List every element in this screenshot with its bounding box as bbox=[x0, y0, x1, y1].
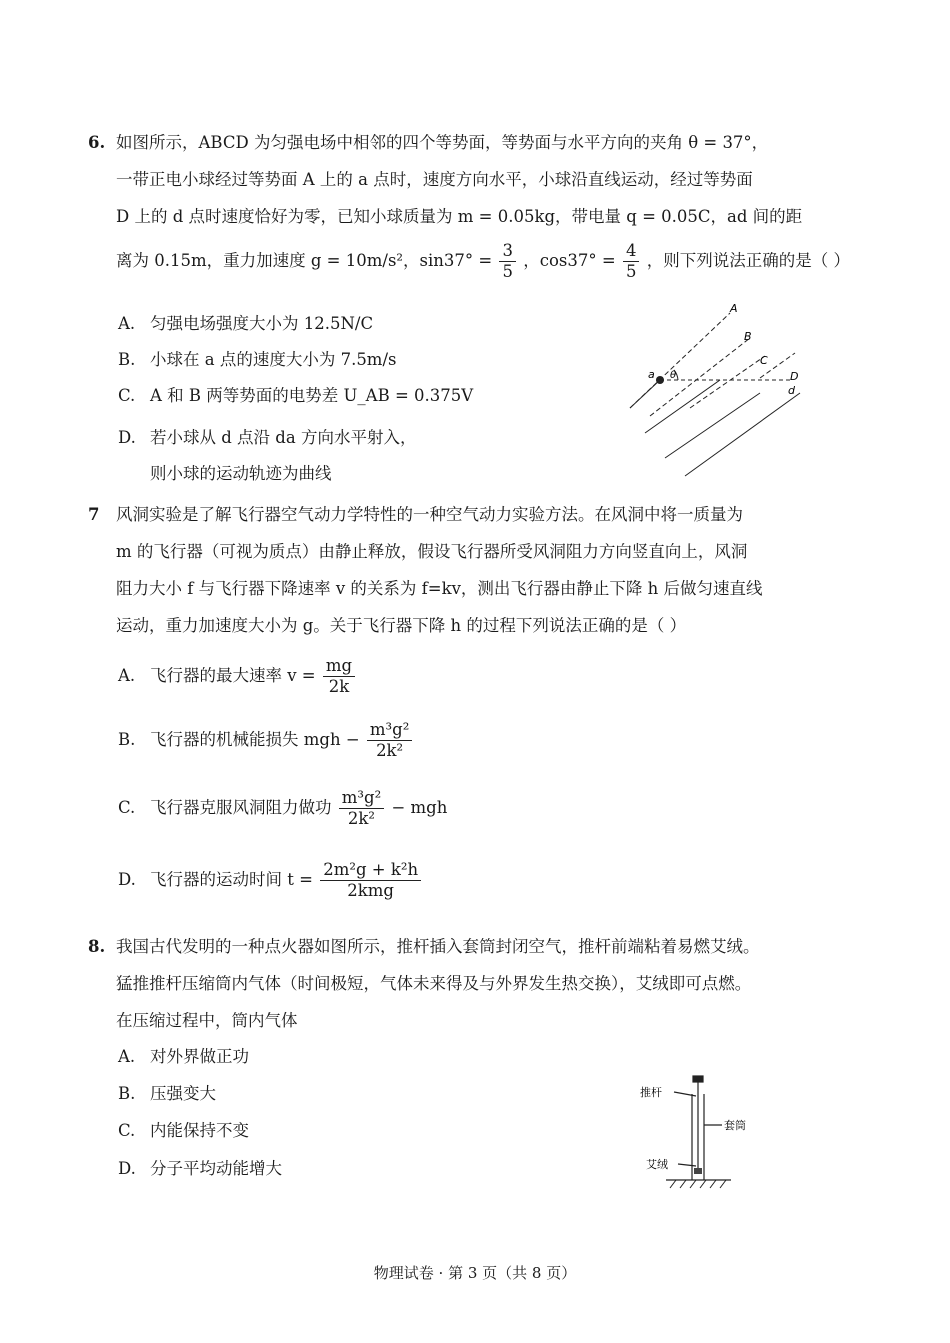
plane-b-lower bbox=[645, 380, 720, 433]
label-plane-d: D bbox=[790, 370, 799, 383]
equipotential-figure bbox=[610, 298, 825, 480]
rod-handle bbox=[693, 1076, 703, 1082]
option-d-continuation: 则小球的运动轨迹为曲线 bbox=[150, 464, 332, 483]
option-c[interactable]: C. 飞行器克服风洞阻力做功 $\frac{\text{m³g²}}{\text{2k²}}$ − mgh bbox=[118, 788, 448, 828]
question-8 bbox=[88, 928, 878, 1039]
question-text: 阻力大小 f 与飞行器下降速率 v 的关系为 f=kv，测出飞行器由静止下降 h 后做匀速直线 bbox=[116, 579, 763, 598]
tinder-block bbox=[694, 1168, 702, 1174]
option-b[interactable]: B. 飞行器的机械能损失 mgh − $\frac{\text{m³g²}}{\text{2k²}}$ bbox=[118, 720, 414, 761]
label-theta: θ bbox=[670, 370, 677, 381]
page-footer: 物理试卷 · 第 3 页（共 8 页） bbox=[373, 1264, 577, 1282]
plane-a-lower bbox=[630, 380, 660, 408]
plane-c-upper bbox=[690, 356, 765, 408]
option-b[interactable]: B. 压强变大 bbox=[118, 1084, 216, 1103]
leader-tinder bbox=[678, 1164, 696, 1166]
label-tube: 套筒 bbox=[724, 1119, 746, 1132]
fraction: $\frac{\text{m³g²}}{\text{2k²}}$ bbox=[339, 788, 384, 829]
label-plane-c: C bbox=[760, 354, 768, 367]
question-number: 8. bbox=[88, 937, 106, 956]
question-text: ，cos37° = bbox=[523, 251, 616, 270]
fraction: $\frac{mg}{2k}$ bbox=[323, 656, 355, 697]
option-c[interactable]: C. 内能保持不变 bbox=[118, 1121, 249, 1140]
question-number: 7 bbox=[88, 505, 100, 524]
option-b[interactable]: B. 小球在 a 点的速度大小为 7.5m/s bbox=[118, 350, 397, 369]
question-text: 在压缩过程中，筒内气体 bbox=[116, 1011, 298, 1030]
question-text: 我国古代发明的一种点火器如图所示，推杆插入套筒封闭空气，推杆前端粘着易燃艾绒。 bbox=[116, 937, 760, 956]
question-text: 运动，重力加速度大小为 g。关于飞行器下降 h 的过程下列说法正确的是（ ） bbox=[116, 616, 687, 635]
plane-c-lower bbox=[665, 393, 760, 458]
label-point-d: d bbox=[788, 384, 795, 397]
fraction-sin: $\frac{3}{5}$ bbox=[499, 241, 516, 282]
leader-rod bbox=[674, 1092, 696, 1096]
label-rod: 推杆 bbox=[640, 1086, 662, 1099]
question-text: m 的飞行器（可视为质点）由静止释放，假设飞行器所受风洞阻力方向竖直向上，风洞 bbox=[116, 542, 748, 561]
point-a bbox=[656, 376, 664, 384]
label-plane-b: B bbox=[744, 330, 752, 343]
option-d[interactable]: D. 若小球从 d 点沿 da 方向水平射入， bbox=[118, 428, 417, 447]
question-number: 6. bbox=[88, 133, 106, 152]
question-text: 离为 0.15m，重力加速度 g = 10m/s²，sin37° = bbox=[116, 251, 493, 270]
fraction: $\frac{\text{2m²g + k²h}}{\text{2kmg}}$ bbox=[320, 860, 421, 901]
option-a[interactable]: A. 飞行器的最大速率 v = $\frac{mg}{2k}$ bbox=[118, 656, 357, 697]
fraction: $\frac{\text{m³g²}}{\text{2k²}}$ bbox=[367, 720, 412, 761]
plane-b-upper bbox=[650, 338, 750, 416]
question-6 bbox=[88, 124, 878, 282]
fire-piston-figure bbox=[636, 1070, 766, 1196]
question-text: D 上的 d 点时速度恰好为零，已知小球质量为 m = 0.05kg，带电量 q = 0.05C，ad 间的距 bbox=[116, 207, 803, 226]
option-a[interactable]: A. 匀强电场强度大小为 12.5N/C bbox=[118, 314, 374, 333]
question-7 bbox=[88, 496, 878, 644]
question-text: 风洞实验是了解飞行器空气动力学特性的一种空气动力实验方法。在风洞中将一质量为 bbox=[116, 505, 743, 524]
option-a[interactable]: A. 对外界做正功 bbox=[118, 1047, 249, 1066]
fraction-cos: $\frac{4}{5}$ bbox=[623, 241, 640, 282]
question-text: 一带正电小球经过等势面 A 上的 a 点时，速度方向水平，小球沿直线运动，经过等势面 bbox=[116, 170, 753, 189]
question-text: ，则下列说法正确的是（ ） bbox=[646, 251, 850, 270]
question-text: 如图所示，ABCD 为匀强电场中相邻的四个等势面，等势面与水平方向的夹角 θ = 37°， bbox=[116, 133, 769, 152]
label-plane-a: A bbox=[730, 302, 738, 315]
label-point-a: a bbox=[648, 368, 655, 381]
option-d[interactable]: D. 分子平均动能增大 bbox=[118, 1159, 282, 1178]
option-c[interactable]: C. A 和 B 两等势面的电势差 U_AB = 0.375V bbox=[118, 386, 474, 405]
question-text: 猛推推杆压缩筒内气体（时间极短，气体未来得及与外界发生热交换），艾绒即可点燃。 bbox=[116, 974, 752, 993]
option-d[interactable]: D. 飞行器的运动时间 t = $\frac{\text{2m²g + k²h}}{\text{2kmg}}$ bbox=[118, 860, 423, 901]
label-tinder: 艾绒 bbox=[646, 1158, 668, 1171]
